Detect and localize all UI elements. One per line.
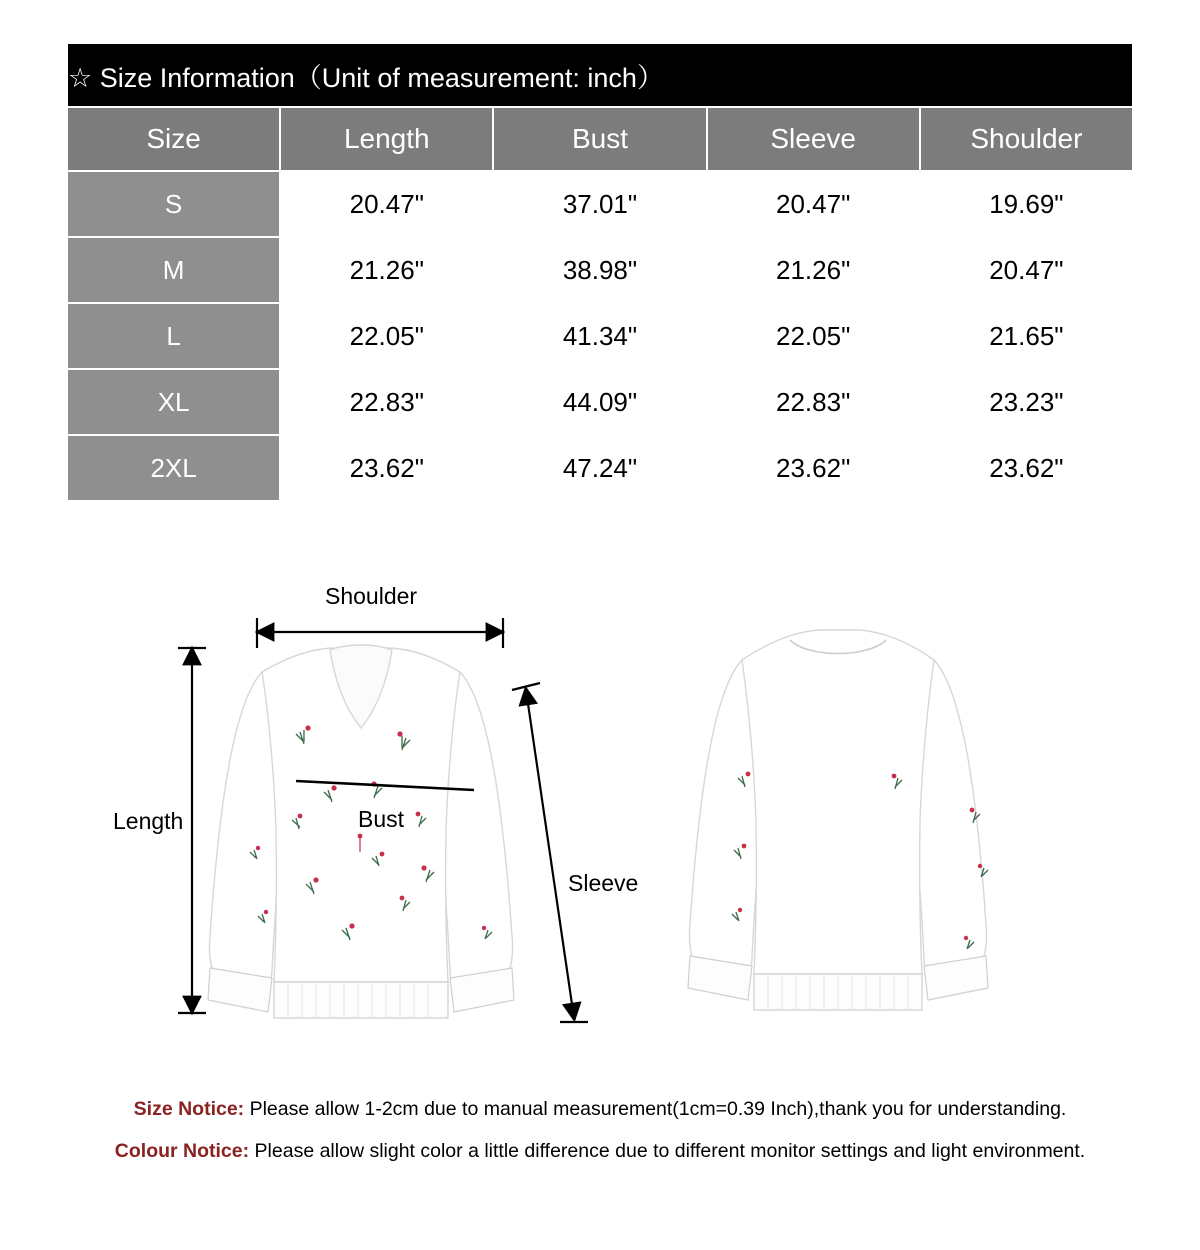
cell-bust: 38.98": [493, 237, 706, 303]
size-notice-text: Please allow 1-2cm due to manual measurement(1cm=0.39 Inch),thank you for understanding.: [249, 1098, 1067, 1120]
cell-shoulder: 21.65": [920, 303, 1133, 369]
cell-sleeve: 20.47": [707, 171, 920, 237]
size-information-table: [66, 42, 1134, 502]
size-table: [66, 42, 1134, 502]
table-row: [67, 369, 1133, 435]
table-title: ☆ Size Information（Unit of measurement: inch）: [68, 62, 664, 93]
table-row: [67, 303, 1133, 369]
size-notice: [0, 1098, 1200, 1121]
cell-shoulder: 23.23": [920, 369, 1133, 435]
notices-section: [0, 1098, 1200, 1182]
cell-sleeve: 22.83": [707, 369, 920, 435]
label-sleeve: Sleeve: [568, 870, 639, 896]
colour-notice-label: Colour Notice:: [114, 1140, 250, 1162]
cell-shoulder: 19.69": [920, 171, 1133, 237]
column-header-sleeve: Sleeve: [707, 107, 920, 171]
colour-notice-text: Please allow slight color a little difference due to different monitor settings and light environment.: [254, 1140, 1086, 1162]
cell-bust: 47.24": [493, 435, 706, 501]
size-notice-label: Size Notice:: [133, 1098, 245, 1120]
cell-bust: 44.09": [493, 369, 706, 435]
cell-sleeve: 21.26": [707, 237, 920, 303]
cell-size: XL: [67, 369, 280, 435]
table-title-row: [67, 43, 1133, 107]
cell-bust: 37.01": [493, 171, 706, 237]
cell-length: 22.83": [280, 369, 493, 435]
label-bust: Bust: [358, 806, 405, 832]
table-title-cell: [67, 43, 1133, 107]
table-header-row: [67, 107, 1133, 171]
cell-size: S: [67, 171, 280, 237]
colour-notice: [0, 1140, 1200, 1163]
table-row: [67, 237, 1133, 303]
cell-length: 21.26": [280, 237, 493, 303]
cell-sleeve: 22.05": [707, 303, 920, 369]
column-header-length: Length: [280, 107, 493, 171]
cell-length: 23.62": [280, 435, 493, 501]
cell-length: 20.47": [280, 171, 493, 237]
table-row: [67, 435, 1133, 501]
column-header-size: Size: [67, 107, 280, 171]
column-header-shoulder: Shoulder: [920, 107, 1133, 171]
cell-bust: 41.34": [493, 303, 706, 369]
column-header-bust: Bust: [493, 107, 706, 171]
cell-size: M: [67, 237, 280, 303]
cell-size: 2XL: [67, 435, 280, 501]
label-length: Length: [113, 808, 184, 834]
cell-shoulder: 20.47": [920, 237, 1133, 303]
cell-length: 22.05": [280, 303, 493, 369]
table-row: [67, 171, 1133, 237]
label-shoulder: Shoulder: [325, 583, 418, 609]
cell-sleeve: 23.62": [707, 435, 920, 501]
cell-size: L: [67, 303, 280, 369]
cell-shoulder: 23.62": [920, 435, 1133, 501]
